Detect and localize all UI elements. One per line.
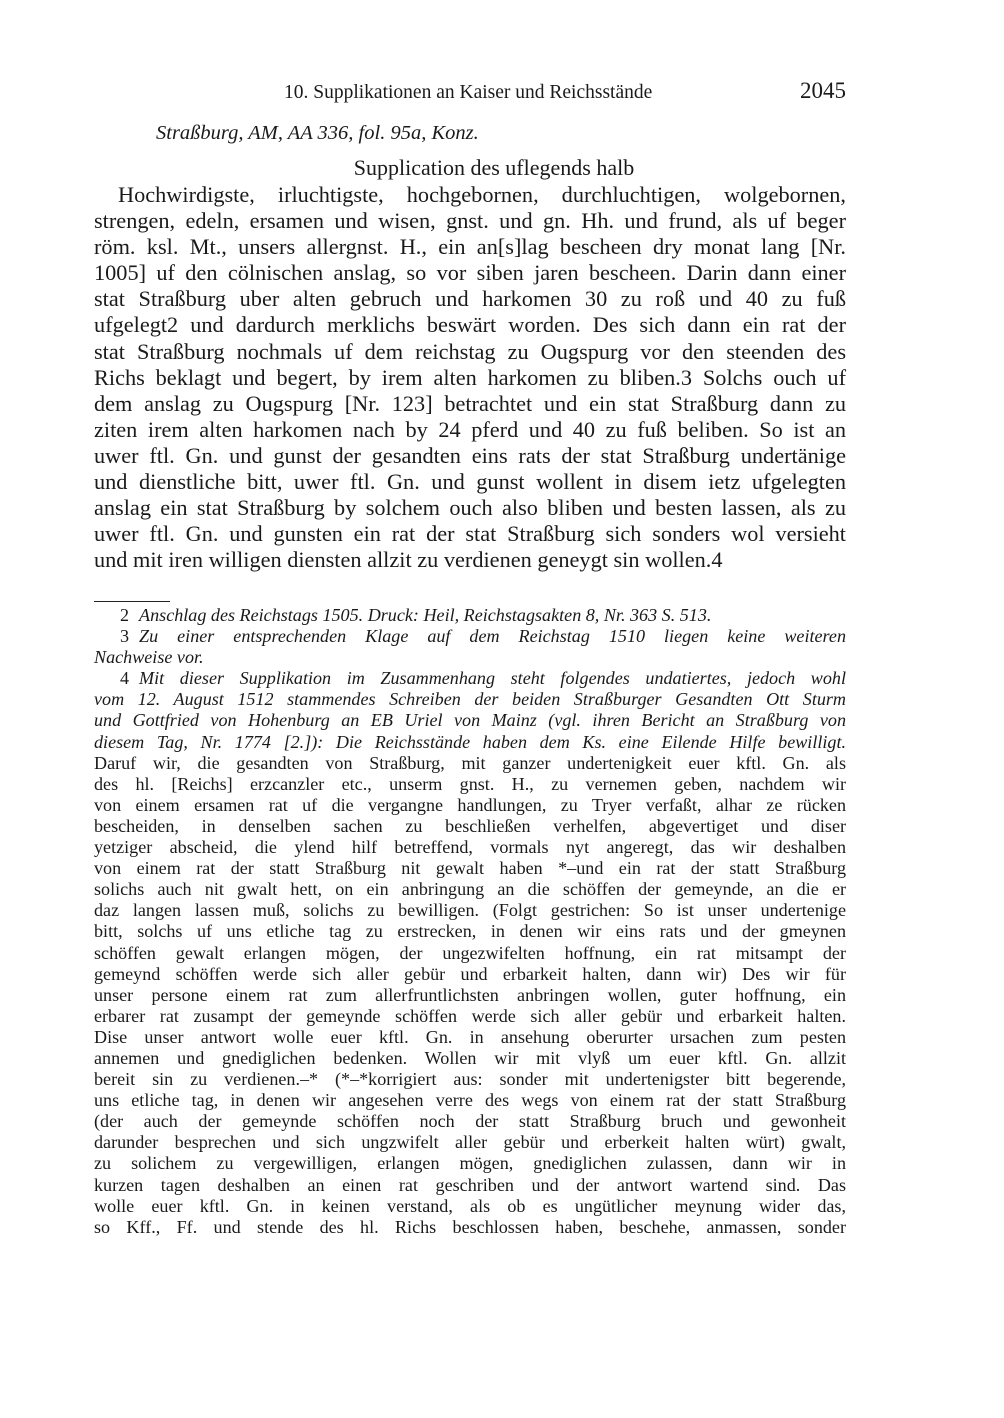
text-line: anslag ein stat Straßburg by solchem ouch also bliben und besten lassen, als zu (94, 495, 846, 521)
text-line: dem anslag zu Ougspurg [Nr. 123] betrachtet und ein stat Straßburg dann zu (94, 390, 846, 416)
footnote-4 (94, 668, 846, 1238)
text-line: und mit iren willigen diensten allzit zu verdienen geneygt sin wollen.4 (94, 547, 723, 573)
footnote-line: annemen und gnediglichen bedenken. Wollen wir mit vlyß um euer kftl. Gn. allzit (94, 1047, 846, 1068)
running-head-title: 10. Supplikationen an Kaiser und Reichsstände (284, 82, 653, 103)
footnote-line: von einem rat der statt Straßburg nit gewalt haben *–und ein rat der statt Straßburg (94, 858, 846, 879)
footnote-line: (der auch der gemeynde schöffen noch der statt Straßburg bruch und gewonheit (94, 1111, 846, 1132)
footnote-line: erbarer rat zusampt der gemeynde schöffen werde sich aller gebür und erbarkeit halten. (94, 1005, 846, 1026)
footnote-line: daz langen lassen muß, solichs zu bewilligen. (Folgt gestrichen: So ist unser undertenige (94, 900, 846, 921)
footnote-text: Zu einer entsprechenden Klage auf dem Reichstag 1510 liegen keine weiteren (139, 626, 846, 647)
text-line: und dienstliche bitt, uwer ftl. Gn. und gunst wollent in disem ietz ufgelegten (94, 469, 846, 495)
text-line: strengen, edeln, ersamen und wisen, gnst. und gn. Hh. und frund, als uf beger (94, 208, 846, 234)
text-line: röm. ksl. Mt., unsers allergnst. H., ein an[s]lag bescheen dry monat lang [Nr. (94, 234, 846, 260)
footnote-line (94, 668, 846, 689)
text-line: Hochwirdigste, irluchtigste, hochgebornen, durchluchtigen, wolgebornen, (118, 182, 846, 207)
running-head (94, 78, 846, 108)
footnote-line: wolle euer kftl. Gn. in keinen verstand, als ob es ungütlicher meynung wider das, (94, 1195, 846, 1216)
footnote-line: kurzen tagen deshalben an einen rat geschriben und der antwort wartend sind. Das (94, 1174, 846, 1195)
footnote-line: und Gottfried von Hohenburg an EB Uriel von Mainz (vgl. ihren Bericht an Straßburg von (94, 710, 846, 731)
footnote-line: yetziger abscheid, die ylend hilf betreffend, vormals nyt angeregt, das wir deshalben (94, 837, 846, 858)
footnote-number: 2 (120, 605, 130, 625)
footnotes (94, 605, 846, 1238)
footnote-line: des hl. [Reichs] erzcanzler etc., unserm gnst. H., zu vernemen geben, nachdem wir (94, 773, 846, 794)
text-line: stat Straßburg nochmals uf dem reichstag zu Ougspurg vor den steenden des (94, 338, 846, 364)
footnote-number: 4 (120, 668, 130, 689)
footnote-text: Mit dieser Supplikation im Zusammenhang steht folgendes undatiertes, jedoch wohl (139, 668, 846, 689)
footnote-line: solichs auch nit gwalt hett, on ein anbringung an die schöffen der gemeynde, an die er (94, 879, 846, 900)
footnote-line: zu solichem zu vergewilligen, erlangen mögen, gnediglichen zulassen, dann wir in (94, 1153, 846, 1174)
footnote-line: diesem Tag, Nr. 1774 [2.]): Die Reichsstände haben dem Ks. eine Eilende Hilfe bewilligt. (94, 731, 846, 752)
footnote-line: vom 12. August 1512 stammendes Schreiben der beiden Straßburger Gesandten Ott Sturm (94, 689, 846, 710)
footnote-rule (94, 601, 170, 602)
footnote-line: Nachweise vor. (94, 647, 204, 668)
footnote-2 (94, 605, 846, 626)
document-title: Supplication des uflegends halb (353, 155, 635, 180)
footnote-line: bitt, solchs uf uns etliche tag zu erstrecken, in denen wir eins rats und der gmeynen (94, 921, 846, 942)
footnote-line: Daruf wir, die gesandten von Straßburg, mit ganzer undertenigkeit euer kftl. Gn. als (94, 752, 846, 773)
footnote-line: Dise unser antwort wolle euer kftl. Gn. in ansehung oberurter ursachen zum pesten (94, 1026, 846, 1047)
text-line: Richs beklagt und begert, by irem alten harkomen zu bliben.3 Solchs ouch uf (94, 364, 846, 390)
footnote-line: so Kff., Ff. und stende des hl. Richs beschlossen haben, beschehe, anmassen, sonder (94, 1216, 846, 1237)
footnote-text: Anschlag des Reichstags 1505. Druck: Heil, Reichstagsakten 8, Nr. 363 S. 513. (139, 605, 712, 625)
footnote-line: unser persone einem rat zum allerfruntlichsten anbringen wollen, guter hoffnung, ein (94, 984, 846, 1005)
source-reference: Straßburg, AM, AA 336, fol. 95a, Konz. (156, 122, 479, 144)
footnote-line: uns etliche tag, in denen wir angesehen verre des wegs von einem rat der statt Straßburg (94, 1090, 846, 1111)
footnote-line: gemeynd schöffen werde sich aller gebür und erbarkeit halten, dann wir) Des wir für (94, 963, 846, 984)
footnote-line: von einem ersamen rat uf die vergangne handlungen, zu Tryer verfaßt, alhar ze rücken (94, 794, 846, 815)
footnote-line: bescheiden, in denselben sachen zu beschließen verhelfen, abgevertiget und diser (94, 815, 846, 836)
text-line: 1005] uf den cölnischen anslag, so vor siben jaren bescheen. Darin dann einer (94, 260, 846, 286)
page-number: 2045 (800, 78, 846, 103)
text-line: stat Straßburg uber alten gebruch und harkomen 30 zu roß und 40 zu fuß (94, 286, 846, 312)
footnote-line: bereit sin zu verdienen.–* (*–*korrigiert aus: sonder mit undertenigster bitt begerende, (94, 1069, 846, 1090)
footnote-line: schöffen gewalt erlangen mögen, der ungezwifelten hoffnung, ein rat mitsampt der (94, 942, 846, 963)
text-line: ufgelegt2 und dardurch merklichs beswärt worden. Des sich dann ein rat der (94, 312, 846, 338)
footnote-number: 3 (120, 626, 130, 647)
main-text (94, 182, 846, 573)
footnote-line (94, 626, 846, 647)
text-line: uwer ftl. Gn. und gunst der gesandten eins rats der stat Straßburg undertänige (94, 442, 846, 468)
text-line: uwer ftl. Gn. und gunsten ein rat der stat Straßburg sich sonders wol versieht (94, 521, 846, 547)
footnote-3 (94, 626, 846, 668)
footnote-line (94, 605, 846, 626)
text-line: ziten irem alten harkomen nach by 24 pferd und 40 zu fuß beliben. So ist an (94, 416, 846, 442)
footnote-line: darunder besprechen und sich ungzwifelt aller gebür und erberkeit halten würt) gwalt, (94, 1132, 846, 1153)
